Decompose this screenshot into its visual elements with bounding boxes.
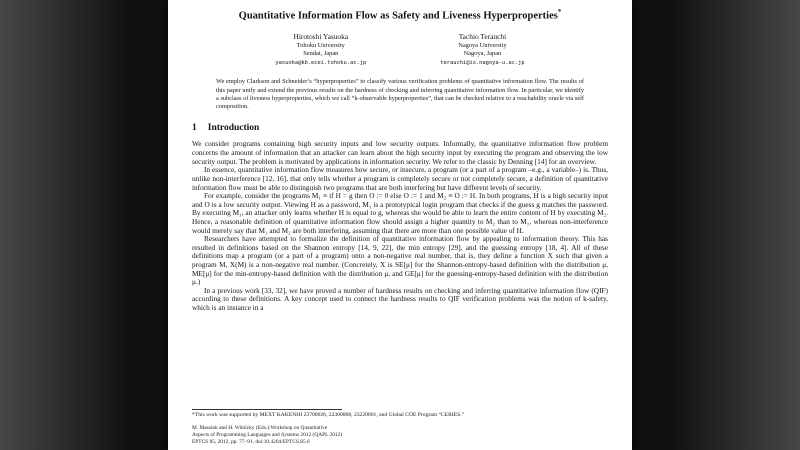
section-title: Introduction — [207, 123, 260, 134]
section-number: 1 — [192, 123, 197, 134]
author-affiliation: Tohoku University — [296, 41, 345, 49]
author-email: terauchi@is.nagoya-u.ac.jp — [440, 60, 525, 67]
author-city: Nagoya, Japan — [463, 49, 502, 57]
paper-title — [239, 8, 562, 23]
introduction-body — [192, 140, 608, 312]
author-block — [192, 32, 608, 67]
title-footnote-marker: * — [557, 8, 562, 16]
author-name: Hirotoshi Yasuoka — [293, 31, 349, 41]
paper-page — [168, 0, 632, 450]
footnote-rule — [192, 409, 342, 410]
footer-venue-line: Aspects of Programming Languages and Systems 2012 (QAPL 2012) — [192, 431, 343, 438]
author-affiliation: Nagoya University — [458, 41, 507, 49]
author-name: Tachio Terauchi — [458, 31, 507, 41]
paragraph: For example, consider the programs M₁ ≡ if H = g then O := 0 else O := 1 and M₂ ≡ O := H. In both programs, H is a high security input and O is a low security output. Viewing H as a password, M₁ is a prototypical login program that checks if the guess g matches the password. By executing M₁, an attacker only learns whether H is equal to g, whereas she would be able to learn the entire content of H by executing M₂. Hence, a reasonable definition of quantitative information flow should assign a higher quantity to M₂ than to M₁, whereas non-interference would merely say that M₁ and M₂ are both interfering, assuming that there are more than one possible value of H. — [192, 191, 608, 235]
paragraph: In essence, quantitative information flow measures how secure, or insecure, a program (or a part of a program –e.g., a variable–) is. Thus, unlike non-interference [12, 16], that only tells whether a program is completely secure or not completely secure, a definition of quantitative information flow must be able to distinguish two programs that are both interfering but have different levels of security. — [192, 165, 608, 192]
author-city: Sendai, Japan — [303, 49, 339, 57]
paragraph: We consider programs containing high security inputs and low security outputs. Informally, the quantitative information flow problem concerns the amount of information that an attacker can learn about the high security input by executing the program and observing the low security output. The problem is motivated by applications in information security. We refer to the classic by Denning [14] for an overview. — [192, 139, 608, 166]
paragraph: In a previous work [33, 32], we have proved a number of hardness results on checking and inferring quantitative information flow (QIF) according to these definitions. A key concept used to connect the hardness results to QIF verification problems was the notion of k-safety, which is an instance in a — [192, 285, 608, 313]
funding-footnote: *This work was supported by MEXT KAKENHI 23700026, 22300008, 23220001, and Global COE Program “CERIES.” — [192, 411, 465, 418]
author-2 — [440, 32, 524, 67]
section-heading-introduction — [192, 123, 608, 133]
paper-title-text: Quantitative Information Flow as Safety and Liveness Hyperproperties — [238, 10, 558, 22]
footnote-block — [192, 409, 608, 419]
footer-editors-line: M. Massink and H. Wiklicky (Eds.):Workshop on Quantitative — [192, 424, 328, 431]
abstract: We employ Clarkson and Schneider’s “hyperproperties” to classify various verification problems of quantitative information flow. The results of this paper unify and extend the previous results on the hardness of checking and inferring quantitative information flow. In particular, we identify a subclass of liveness hyperproperties, which we call “k-observable hyperproperties”, that can be checked relative to a reachability oracle via self composition. — [216, 78, 584, 111]
author-1 — [275, 32, 366, 67]
publication-footer — [192, 425, 608, 446]
author-email: yasuoka@kb.ecei.tohoku.ac.jp — [275, 60, 367, 67]
footer-doi-line: EPTCS 85, 2012, pp. 77–91, doi:10.4204/EPTCS.85.6 — [192, 438, 310, 445]
paragraph: Researchers have attempted to formalize the definition of quantitative information flow by appealing to information theory. This has resulted in definitions based on the Shannon entropy [14, 9, 22], the min entropy [29], and the guessing entropy [18, 4]. All of these definitions map a program (or a part of a program) onto a non-negative real number, that is, they define a function X such that given a program M, X(M) is a non-negative real number. (Concretely, X is SE[μ] for the Shannon-entropy-based definition with the distribution μ, ME[μ] for the min-entropy-based definition with the distribution μ, and GE[μ] for the guessing-entropy-based definition with the distribution μ.) — [192, 234, 608, 287]
